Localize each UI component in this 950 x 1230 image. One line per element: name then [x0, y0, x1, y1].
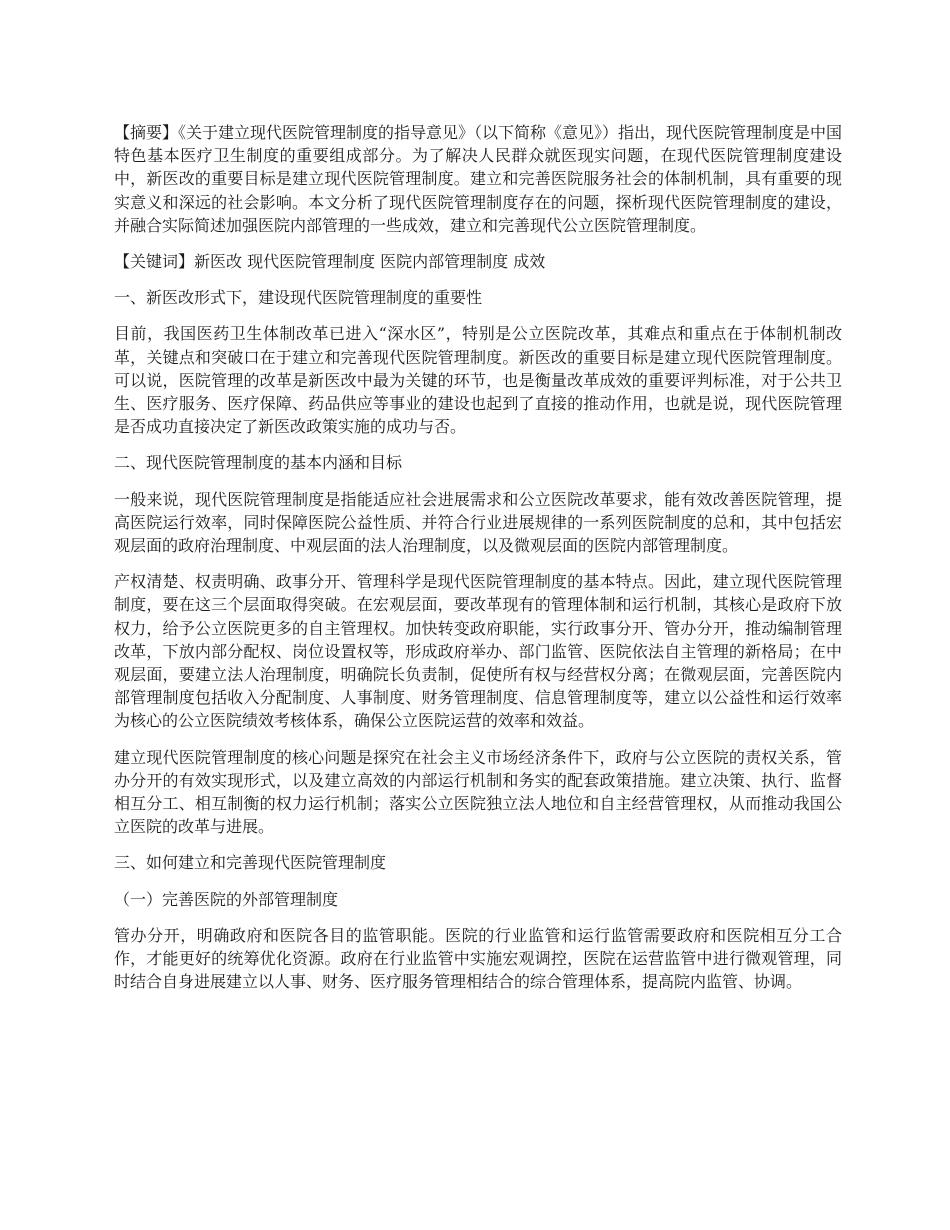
section-2-paragraph-3: 建立现代医院管理制度的核心问题是探究在社会主义市场经济条件下，政府与公立医院的责权关系，管办分开的有效实现形式，以及建立高效的内部运行机制和务实的配套政策措施。建立决策、执行、监督相互分工、相互制衡的权力运行机制；落实公立医院独立法人地位和自主经营管理权，从而推动我国公立医院的改革与进展。	[114, 747, 842, 837]
section-2-heading: 二、现代医院管理制度的基本内涵和目标	[114, 453, 403, 473]
section-1-paragraph: 目前，我国医药卫生体制改革已进入“深水区”，特别是公立医院改革，其难点和重点在于体制机制改革，关键点和突破口在于建立和完善现代医院管理制度。新医改的重要目标是建立现代医院管理制度。可以说，医院管理的改革是新医改中最为关键的环节，也是衡量改革成效的重要评判标准，对于公共卫生、医疗服务、医疗保障、药品供应等事业的建设也起到了直接的推动作用，也就是说，现代医院管理是否成功直接决定了新医改政策实施的成功与否。	[114, 324, 842, 437]
document-page	[114, 121, 842, 1007]
section-2-paragraph-1: 一般来说，现代医院管理制度是指能适应社会进展需求和公立医院改革要求，能有效改善医院管理，提高医院运行效率，同时保障医院公益性质、并符合行业进展规律的一系列医院制度的总和，其中包括宏观层面的政府治理制度、中观层面的法人治理制度，以及微观层面的医院内部管理制度。	[114, 489, 842, 556]
keywords-line: 【关键词】新医改 现代医院管理制度 医院内部管理制度 成效	[114, 252, 546, 272]
abstract-paragraph: 【摘要】《关于建立现代医院管理制度的指导意见》（以下简称《意见》）指出，现代医院管理制度是中国特色基本医疗卫生制度的重要组成部分。为了解决人民群众就医现实问题，在现代医院管理制度建设中，新医改的重要目标是建立现代医院管理制度。建立和完善医院服务社会的体制机制，具有重要的现实意义和深远的社会影响。本文分析了现代医院管理制度存在的问题，探析现代医院管理制度的建设，并融合实际简述加强医院内部管理的一些成效，建立和完善现代公立医院管理制度。	[114, 123, 843, 235]
section-3-heading: 三、如何建立和完善现代医院管理制度	[114, 853, 387, 873]
section-3-subheading-1: （一）完善医院的外部管理制度	[114, 889, 339, 909]
section-2-paragraph-2: 产权清楚、权责明确、政事分开、管理科学是现代医院管理制度的基本特点。因此，建立现代医院管理制度，要在这三个层面取得突破。在宏观层面，要改革现有的管理体制和运行机制，其核心是政府下放权力，给予公立医院更多的自主管理权。加快转变政府职能，实行政事分开、管办分开，推动编制管理改革，下放内部分配权、岗位设置权等，形成政府举办、部门监管、医院依法自主管理的新格局；在中观层面，要建立法人治理制度，明确院长负责制，促使所有权与经营权分离；在微观层面，完善医院内部管理制度包括收入分配制度、人事制度、财务管理制度、信息管理制度等，建立以公益性和运行效率为核心的公立医院绩效考核体系，确保公立医院运营的效率和效益。	[114, 572, 842, 731]
section-1-heading: 一、新医改形式下，建设现代医院管理制度的重要性	[114, 288, 483, 308]
section-3-paragraph-1: 管办分开，明确政府和医院各目的监管职能。医院的行业监管和运行监管需要政府和医院相互分工合作，才能更好的统筹优化资源。政府在行业监管中实施宏观调控，医院在运营监管中进行微观管理，同时结合自身进展建立以人事、财务、医疗服务管理相结合的综合管理体系，提高院内监管、协调。	[114, 925, 842, 992]
